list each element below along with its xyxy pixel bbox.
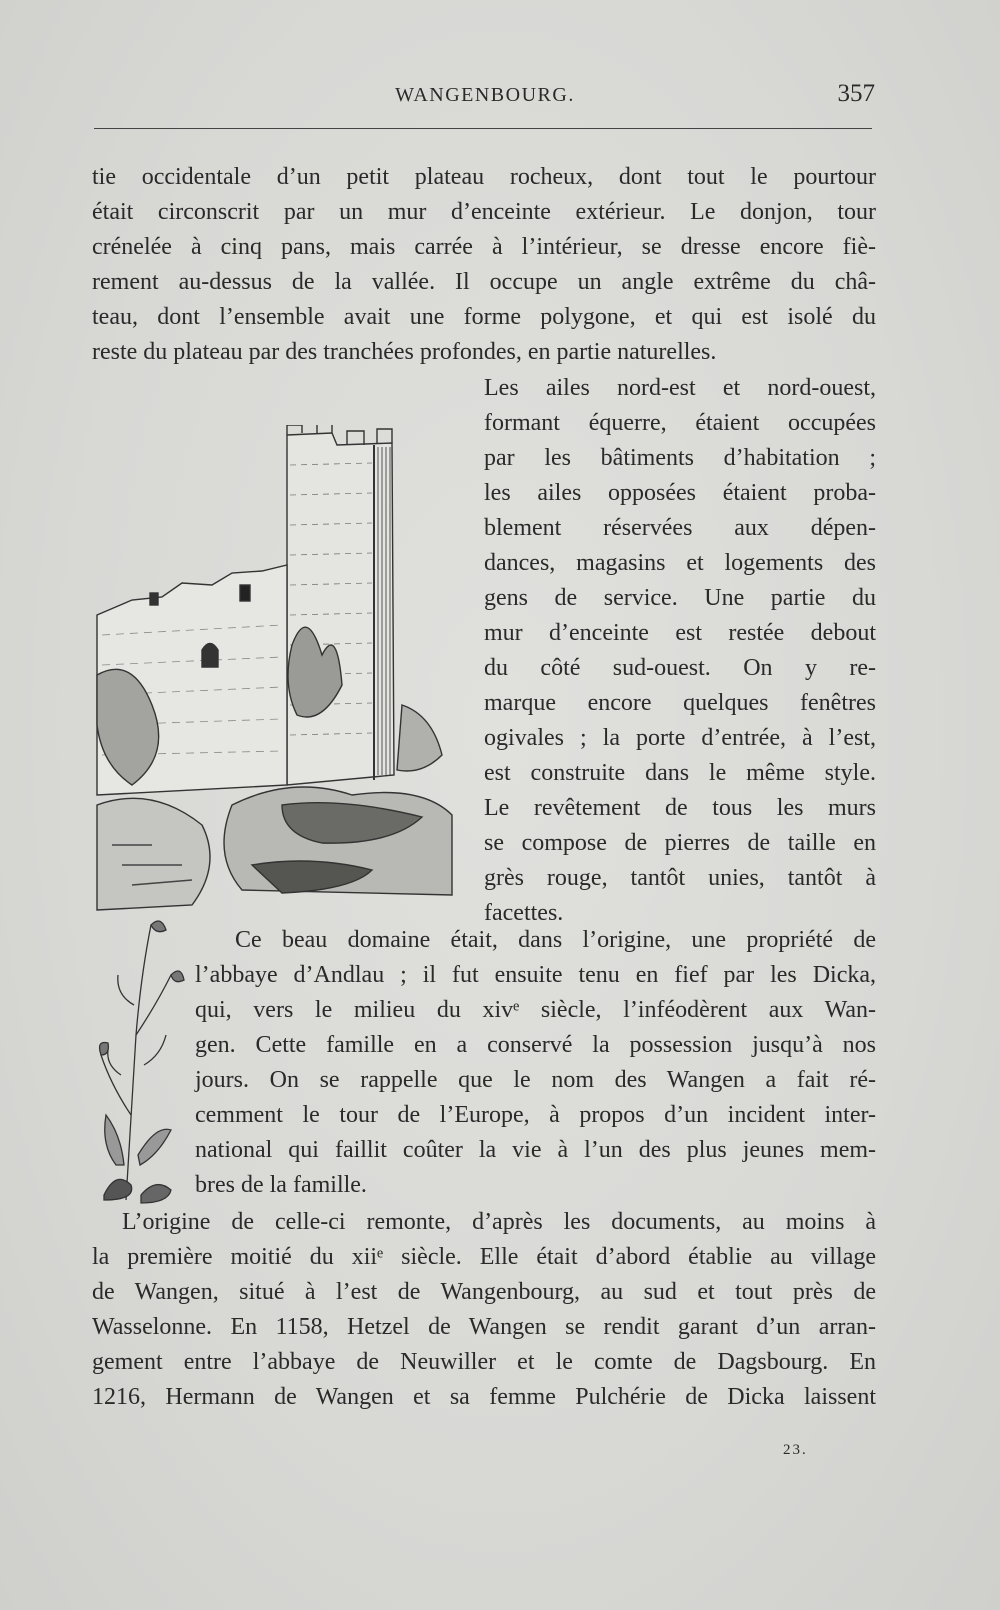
text-line: gens de service. Une partie du <box>484 585 876 611</box>
text-line: rement au-dessus de la vallée. Il occupe un angle extrême du châ- <box>92 269 876 295</box>
text-line: qui, vers le milieu du xivᵉ siècle, l’inféodèrent aux Wan- <box>195 997 876 1023</box>
text-line: tie occidentale d’un petit plateau rocheux, dont tout le pourtour <box>92 164 876 190</box>
text-line: formant équerre, étaient occupées <box>484 410 876 436</box>
plant-illustration <box>96 915 186 1205</box>
text-line: l’abbaye d’Andlau ; il fut ensuite tenu en fief par les Dicka, <box>195 962 876 988</box>
text-line: Wasselonne. En 1158, Hetzel de Wangen se rendit garant d’un arran- <box>92 1314 876 1340</box>
text-line: se compose de pierres de taille en <box>484 830 876 856</box>
text-line: dances, magasins et logements des <box>484 550 876 576</box>
header-rule <box>94 128 872 129</box>
text-line: mur d’enceinte est restée debout <box>484 620 876 646</box>
text-line: blement réservées aux dépen- <box>484 515 876 541</box>
text-line: 1216, Hermann de Wangen et sa femme Pulchérie de Dicka laissent <box>92 1384 876 1410</box>
running-title: WANGENBOURG. <box>395 84 575 106</box>
signature-mark: 23. <box>783 1442 808 1458</box>
text-line: est construite dans le même style. <box>484 760 876 786</box>
text-line: gen. Cette famille en a conservé la possession jusqu’à nos <box>195 1032 876 1058</box>
castle-tower-illustration <box>92 425 464 915</box>
text-line: marque encore quelques fenêtres <box>484 690 876 716</box>
text-line: reste du plateau par des tranchées profondes, en partie naturelles. <box>92 339 717 365</box>
text-line: national qui faillit coûter la vie à l’un des plus jeunes mem- <box>195 1137 876 1163</box>
text-line: Les ailes nord-est et nord-ouest, <box>484 375 876 401</box>
text-line: par les bâtiments d’habitation ; <box>484 445 876 471</box>
text-line: bres de la famille. <box>195 1172 367 1198</box>
text-line: Le revêtement de tous les murs <box>484 795 876 821</box>
text-line: jours. On se rappelle que le nom des Wangen a fait ré- <box>195 1067 876 1093</box>
text-line: teau, dont l’ensemble avait une forme polygone, et qui est isolé du <box>92 304 876 330</box>
text-line: gement entre l’abbaye de Neuwiller et le comte de Dagsbourg. En <box>92 1349 876 1375</box>
page-number: 357 <box>837 80 875 107</box>
text-line: crénelée à cinq pans, mais carrée à l’intérieur, se dresse encore fiè- <box>92 234 876 260</box>
text-line: grès rouge, tantôt unies, tantôt à <box>484 865 876 891</box>
running-head <box>95 80 875 110</box>
text-line: ogivales ; la porte d’entrée, à l’est, <box>484 725 876 751</box>
text-line: Ce beau domaine était, dans l’origine, une propriété de <box>235 927 876 953</box>
text-line: les ailes opposées étaient proba- <box>484 480 876 506</box>
text-line: était circonscrit par un mur d’enceinte extérieur. Le donjon, tour <box>92 199 876 225</box>
text-line: la première moitié du xiiᵉ siècle. Elle était d’abord établie au village <box>92 1244 876 1270</box>
text-line: de Wangen, situé à l’est de Wangenbourg, au sud et tout près de <box>92 1279 876 1305</box>
text-line: cemment le tour de l’Europe, à propos d’un incident inter- <box>195 1102 876 1128</box>
text-line: L’origine de celle-ci remonte, d’après les documents, au moins à <box>122 1209 876 1235</box>
text-line: facettes. <box>484 900 564 926</box>
text-line: du côté sud-ouest. On y re- <box>484 655 876 681</box>
